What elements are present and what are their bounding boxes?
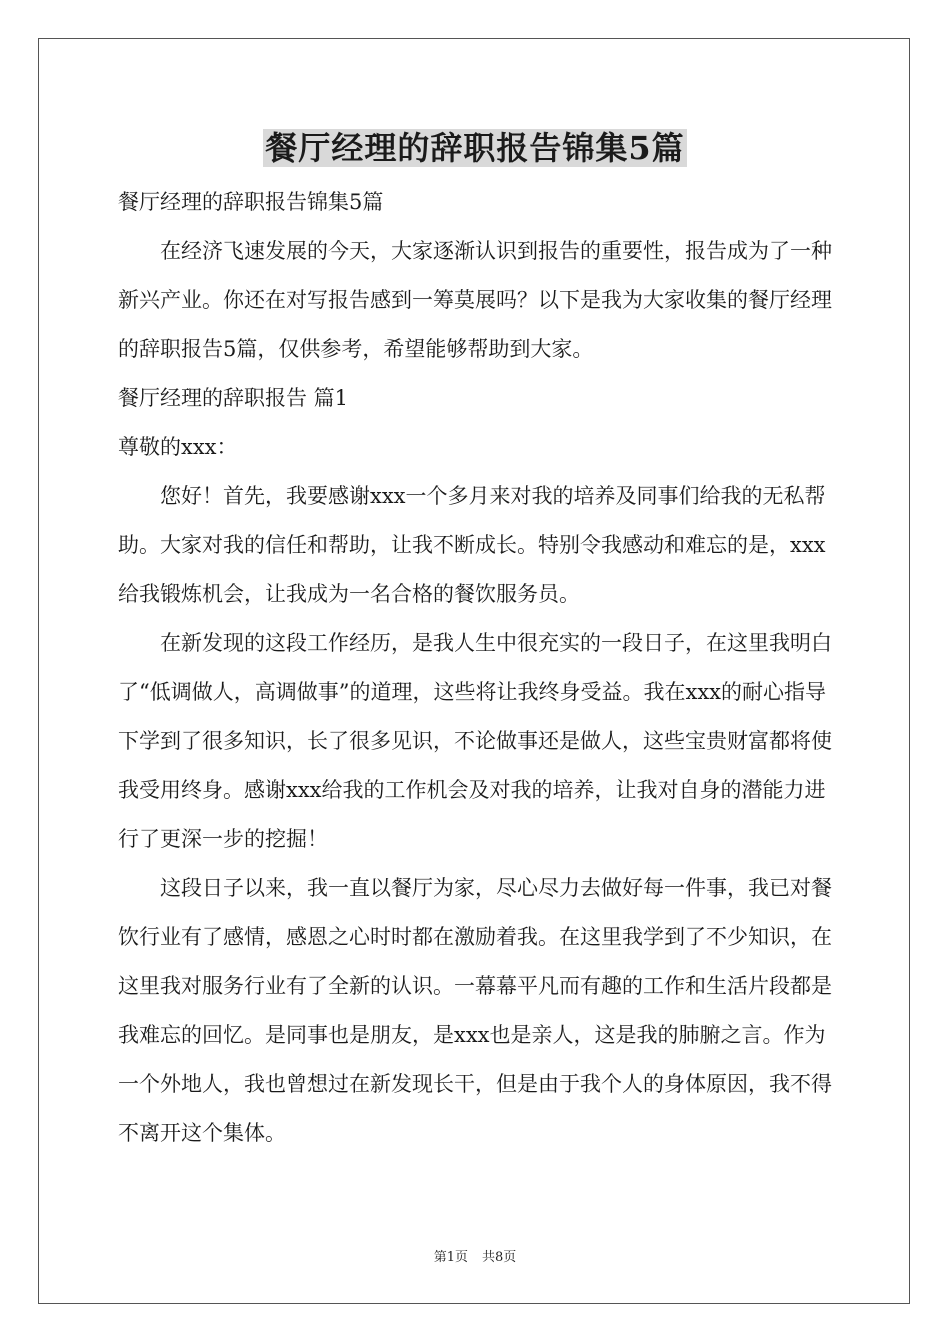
salutation: 尊敬的xxx： [118, 435, 238, 459]
body-paragraph: 您好！首先，我要感谢xxx一个多月来对我的培养及同事们给我的无私帮助。大家对我的信任和帮助，让我不断成长。特别令我感动和难忘的是，xxx给我锻炼机会，让我成为一名合格的餐饮服务员。 [118, 484, 826, 606]
body-paragraph: 在新发现的这段工作经历，是我人生中很充实的一段日子，在这里我明白了“低调做人，高调做事”的道理，这些将让我终身受益。我在xxx的耐心指导下学到了很多知识，长了很多见识，不论做事还是做人，这些宝贵财富都将使我受用终身。感谢xxx给我的工作机会及对我的培养，让我对自身的潜能力进行了更深一步的挖掘！ [118, 631, 832, 851]
page-number: 第1页 [433, 1250, 468, 1265]
document-title-text: 餐厅经理的辞职报告锦集5篇 [265, 129, 685, 167]
document-subtitle: 餐厅经理的辞职报告锦集5篇 [118, 190, 384, 214]
document-title [0, 126, 950, 170]
section-heading: 餐厅经理的辞职报告 篇1 [118, 386, 349, 410]
page-footer [0, 1246, 950, 1265]
body-paragraph: 这段日子以来，我一直以餐厅为家，尽心尽力去做好每一件事，我已对餐饮行业有了感情，感恩之心时时都在激励着我。在这里我学到了不少知识，在这里我对服务行业有了全新的认识。一幕幕平凡而有趣的工作和生活片段都是我难忘的回忆。是同事也是朋友，是xxx也是亲人，这是我的肺腑之言。作为一个外地人，我也曾想过在新发现长干，但是由于我个人的身体原因，我不得不离开这个集体。 [118, 876, 832, 1145]
document-body [118, 178, 842, 1158]
page-total: 共8页 [482, 1250, 517, 1265]
intro-paragraph: 在经济飞速发展的今天，大家逐渐认识到报告的重要性，报告成为了一种新兴产业。你还在对写报告感到一筹莫展吗？以下是我为大家收集的餐厅经理的辞职报告5篇，仅供参考，希望能够帮助到大家。 [118, 239, 832, 361]
